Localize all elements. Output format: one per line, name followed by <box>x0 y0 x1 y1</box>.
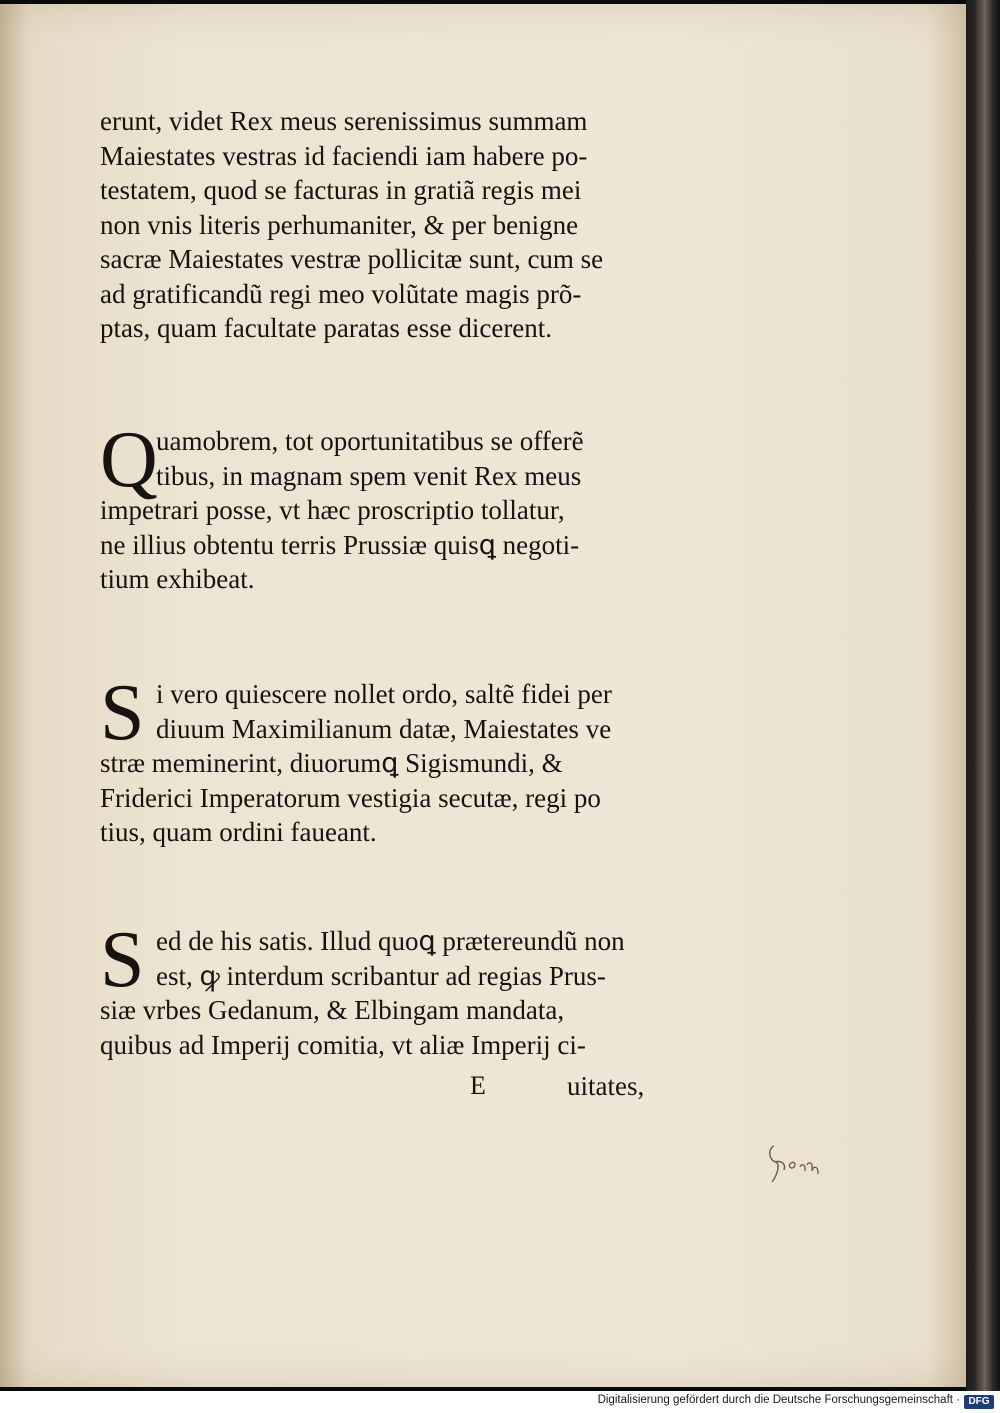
text-line: tibus, in magnam spem venit Rex meus <box>156 460 582 491</box>
paragraph-4 <box>100 916 700 1062</box>
text-line: testatem, quod se facturas in gratiã regis mei <box>100 175 582 205</box>
text-line: ptas, quam facultate paratas esse dicerent. <box>100 313 553 343</box>
text-line: diuum Maximilianum datæ, Maiestates ve <box>156 713 612 744</box>
text-line: ed de his satis. Illud quoꝗ prætereundũ non <box>156 926 625 956</box>
text-line: impetrari posse, vt hæc proscriptio tollatur, <box>100 495 565 525</box>
funding-credit: Digitalisierung gefördert durch die Deutsche Forschungsgemeinschaft · <box>597 1394 960 1406</box>
text-line: ad gratificandũ regi meo volũtate magis prõ- <box>100 278 582 309</box>
text-line: erunt, videt Rex meus serenissimus summam <box>100 106 588 136</box>
text-line: tius, quam ordini faueant. <box>100 817 377 847</box>
catchword: uitates, <box>567 1071 645 1101</box>
dfg-logo: DFG <box>964 1395 994 1409</box>
footer-bar <box>0 1391 1000 1413</box>
text-line: ne illius obtentu terris Prussiæ quisꝗ negoti- <box>100 529 580 560</box>
text-line: est, ꝙ interdum scribantur ad regias Prus- <box>156 960 606 991</box>
initial-letter-s: S <box>100 916 145 1004</box>
paragraph-2 <box>100 416 700 597</box>
text-line: uamobrem, tot oportunitatibus se offerẽ <box>156 426 584 456</box>
text-line: Maiestates vestras id faciendi iam habere po- <box>100 140 588 171</box>
text-line: non vnis literis perhumaniter, & per benigne <box>100 209 579 240</box>
book-edge <box>966 0 1000 1391</box>
text-line: sacræ Maiestates vestræ pollicitæ sunt, cum se <box>100 244 604 274</box>
text-line: tium exhibeat. <box>100 564 255 594</box>
handwritten-margin-note-icon <box>764 1134 838 1194</box>
text-line: Friderici Imperatorum vestigia secutæ, regi po <box>100 782 601 813</box>
signature-mark: E <box>470 1071 486 1100</box>
initial-letter-q: Q <box>100 416 158 504</box>
text-line: siæ vrbes Gedanum, & Elbingam mandata, <box>100 995 565 1025</box>
paragraph-3 <box>100 669 700 850</box>
text-line: quibus ad Imperij comitia, vt aliæ Imperij ci- <box>100 1029 586 1060</box>
paper-leaf <box>0 4 966 1387</box>
text-line: stræ meminerint, diuorumꝗ Sigismundi, & <box>100 748 563 778</box>
paragraph-1 <box>100 104 700 346</box>
text-line: i vero quiescere nollet ordo, saltẽ fidei per <box>156 679 612 709</box>
initial-letter-s: S <box>100 669 145 757</box>
